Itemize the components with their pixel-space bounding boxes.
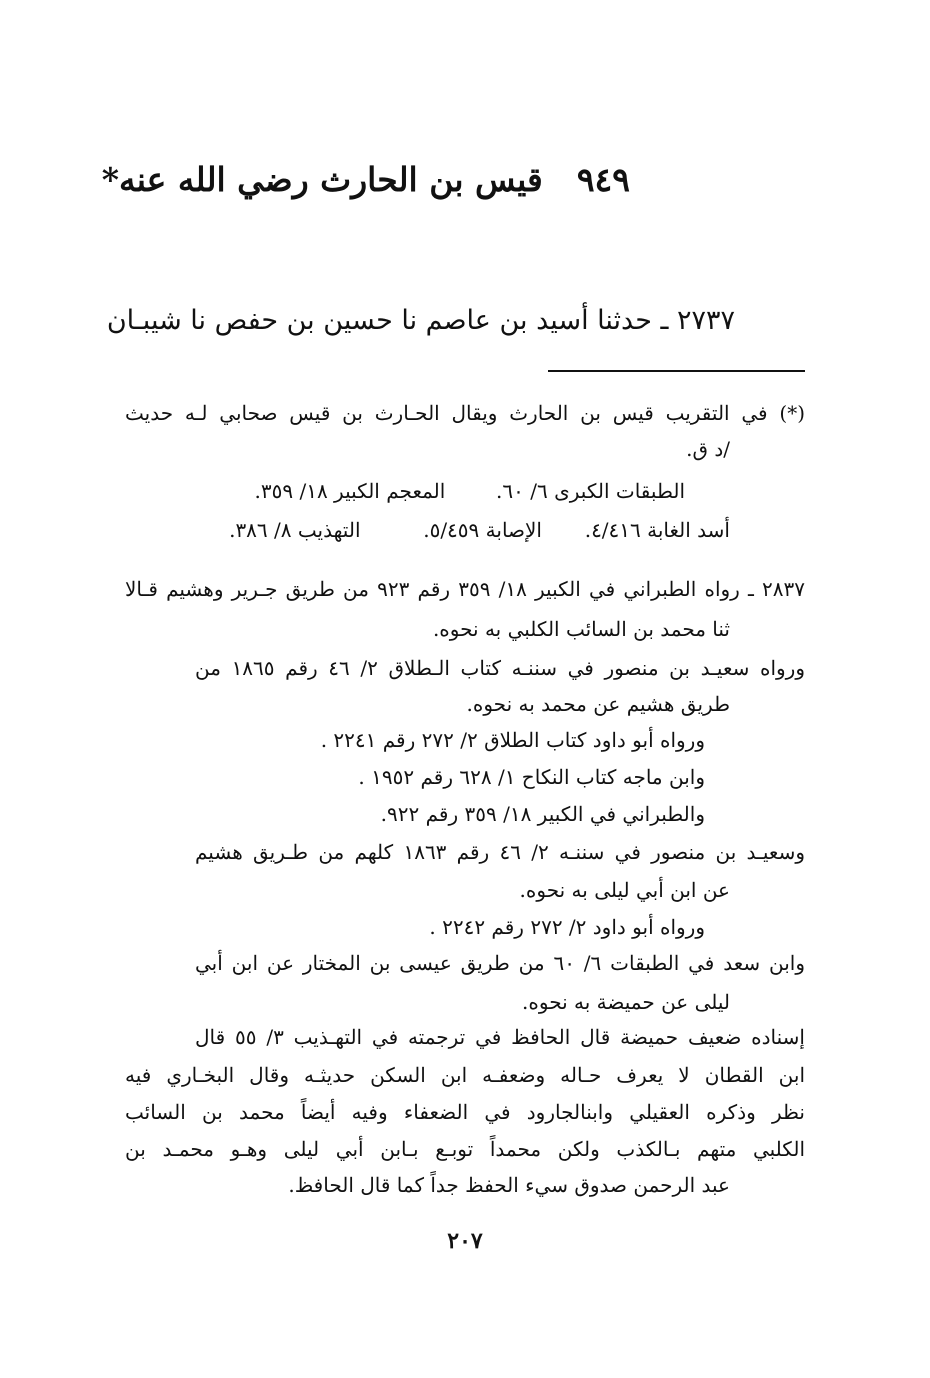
takhrij-line: وسعيـد بن منصور في سننـه ٢/ ٤٦ رقم ١٨٦٣ كلهم من طـريق هشيم	[195, 840, 805, 864]
reference-row	[255, 474, 685, 508]
biography-note-line: (*) في التقريب قيس بن الحارث ويقال الحـارث بن قيس صحابي لـه حديث	[125, 401, 805, 425]
takhrij-line: ورواه أبو داود كتاب الطلاق ٢/ ٢٧٢ رقم ٢٢٤١ .	[320, 728, 705, 752]
takhrij-line: والطبراني في الكبير ١٨/ ٣٥٩ رقم ٩٢٢.	[380, 802, 705, 826]
entry-heading	[102, 160, 630, 199]
footnote-divider	[548, 370, 805, 372]
takhrij-line: عبد الرحمن صدوق سيء الحفظ جداً كما قال الحافظ.	[288, 1173, 730, 1197]
takhrij-line: إسناده ضعيف حميضة قال الحافظ في ترجمته في التهـذيب ٣/ ٥٥ قال	[195, 1025, 805, 1049]
takhrij-line: ابن القطان لا يعرف حـاله وضعفـه ابن السكن حديثـه وقال البخـاري فيه	[125, 1063, 805, 1087]
takhrij-line: عن ابن أبي ليلى به نحوه.	[519, 878, 730, 902]
reference-item: الإصابة ٥/٤٥٩.	[423, 518, 542, 542]
takhrij-line: ٢٨٣٧ ـ رواه الطبراني في الكبير ١٨/ ٣٥٩ رقم ٩٢٣ من طريق جـرير وهشيم قـالا	[125, 577, 805, 601]
reference-item: التهذيب ٨/ ٣٨٦.	[229, 518, 361, 542]
hadith-text: ٢٧٣٧ ـ حدثنا أسيد بن عاصم نا حسين بن حفص نا شيبـان	[106, 305, 735, 336]
takhrij-line: ليلى عن حميضة به نحوه.	[522, 990, 730, 1014]
takhrij-line: ورواه أبو داود ٢/ ٢٧٢ رقم ٢٢٤٢ .	[429, 915, 705, 939]
entry-title: قيس بن الحارث رضي الله عنه*	[101, 160, 543, 199]
takhrij-line: الكلبي متهم بـالكذب ولكن محمداً توبـع بـابن أبي ليلى وهـو محمـد بن	[125, 1137, 805, 1161]
reference-item: الطبقات الكبرى ٦/ ٦٠.	[496, 479, 685, 503]
takhrij-line: ورواه سعيـد بن منصور في سننـه كتاب الـطلاق ٢/ ٤٦ رقم ١٨٦٥ من	[195, 656, 805, 680]
reference-item: المعجم الكبير ١٨/ ٣٥٩.	[254, 479, 446, 503]
reference-row	[229, 513, 730, 547]
reference-item: أسد الغابة ٤/٤١٦.	[584, 518, 730, 542]
takhrij-line: طريق هشيم عن محمد به نحوه.	[466, 692, 730, 716]
page-number: ٢٠٧	[447, 1228, 483, 1254]
takhrij-line: وابن ماجه كتاب النكاح ١/ ٦٢٨ رقم ١٩٥٢ .	[358, 765, 705, 789]
biography-note-line: /د ق.	[686, 437, 730, 461]
entry-number: ٩٤٩	[576, 160, 630, 199]
takhrij-line: نظر وذكره العقيلي وابنالجارود في الضعفاء وفيه أيضاً محمد بن السائب	[125, 1100, 805, 1124]
takhrij-line: ثنا محمد بن السائب الكلبي به نحوه.	[432, 617, 730, 641]
takhrij-line: وابن سعد في الطبقات ٦/ ٦٠ من طريق عيسى بن المختار عن ابن أبي	[195, 951, 805, 975]
